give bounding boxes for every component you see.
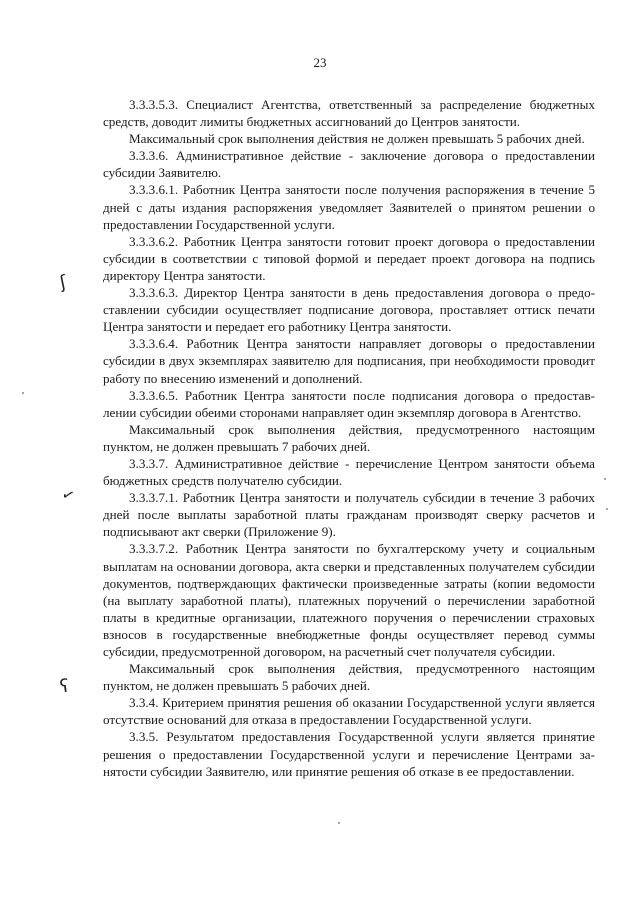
- paragraph-deadline-5-days: Максимальный срок выполнения действия не должен превышать 5 рабочих дней.: [129, 131, 585, 147]
- scan-speck: [338, 822, 340, 824]
- paragraph-deadline-5-days-2: Максимальный срок выполнения действия, предусмотренного настоящим пунктом, не должен превышать 5 рабочих дней.: [103, 661, 595, 694]
- margin-checkmark-icon: ʃ: [57, 271, 69, 294]
- document-body: [103, 96, 595, 780]
- paragraph-3-3-4: 3.3.4. Критерием принятия решения об оказании Государственной услуги является отсутствие оснований для отказа в предоставлении Государственной услуги.: [103, 695, 595, 728]
- paragraph-3-3-3-6-4: 3.3.3.6.4. Работник Центра занятости направляет договоры о предоставлении субсидии в двух экземплярах заявителю для подписания, при необходимости проводит работу по внесению изменений и дополнений.: [103, 336, 595, 386]
- scan-speck: [606, 508, 608, 510]
- paragraph-3-3-3-6: 3.3.3.6. Административное действие - заключение договора о предоставлении субсидии Заявителю.: [103, 148, 595, 181]
- paragraph-3-3-3-7-2: 3.3.3.7.2. Работник Центра занятости по бухгалтерскому учету и социальным выплатам на основании договора, акта сверки и представленных получателем субсидии документов, подтверждающих фактически произведенные затраты (копии ведомости (на выплату заработной платы), платежных поручений о перечислении заработной платы в кредитные организации, платежного поручения о перечислении страховых взносов в государственные внебюджетные фонды осуществляет перевод суммы субсидии, предусмотренной договором, на расчетный счет получателя субсидии.: [103, 541, 595, 659]
- margin-checkmark-icon: ✓: [59, 484, 78, 506]
- paragraph-3-3-3-5-3: 3.3.3.5.3. Специалист Агентства, ответственный за распределение бюджетных средств, доводит лимиты бюджетных ассигнований до Центров занятости.: [103, 97, 595, 130]
- scan-speck: [604, 478, 606, 480]
- margin-checkmark-icon: ʕ: [58, 675, 71, 698]
- paragraph-3-3-5: 3.3.5. Результатом предоставления Государственной услуги является принятие решения о предоставлении Государственной услуги и перечисление Центрами занятости субсидии Заявителю, или принятие решения об отказе в ее предоставлении.: [103, 729, 595, 779]
- paragraph-deadline-7-days: Максимальный срок выполнения действия, предусмотренного настоящим пунктом, не должен превышать 7 рабочих дней.: [103, 421, 595, 454]
- paragraph-3-3-3-7: 3.3.3.7. Административное действие - перечисление Центром занятости объема бюджетных средств получателю субсидии.: [103, 455, 595, 489]
- paragraph-3-3-3-7-1: 3.3.3.7.1. Работник Центра занятости и получатель субсидии в течение 3 рабочих дней после выплаты заработной платы гражданам производят сверку расчетов и подписывают акт сверки (Приложение 9).: [103, 490, 595, 540]
- scan-speck: [22, 392, 24, 394]
- paragraph-3-3-3-6-2: 3.3.3.6.2. Работник Центра занятости готовит проект договора о предоставлении субсидии в соответствии с типовой формой и передает проект договора на подпись директору Центра занятости.: [103, 233, 595, 283]
- page-number: 23: [313, 55, 327, 70]
- paragraph-3-3-3-6-3: 3.3.3.6.3. Директор Центра занятости в день предоставления договора о предоставлении субсидии осуществляет подписание договора, проставляет оттиск печати Центра занятости и передает его работнику Центра занятости.: [103, 285, 595, 335]
- paragraph-3-3-3-6-1: 3.3.3.6.1. Работник Центра занятости после получения распоряжения в течение 5 дней с даты издания распоряжения уведомляет Заявителей о принятом решении о предоставлении Государственной услуги.: [103, 182, 595, 232]
- paragraph-3-3-3-6-5: 3.3.3.6.5. Работник Центра занятости после подписания договора о предоставлении субсидии обеими сторонами направляет один экземпляр договора в Агентство.: [103, 387, 595, 420]
